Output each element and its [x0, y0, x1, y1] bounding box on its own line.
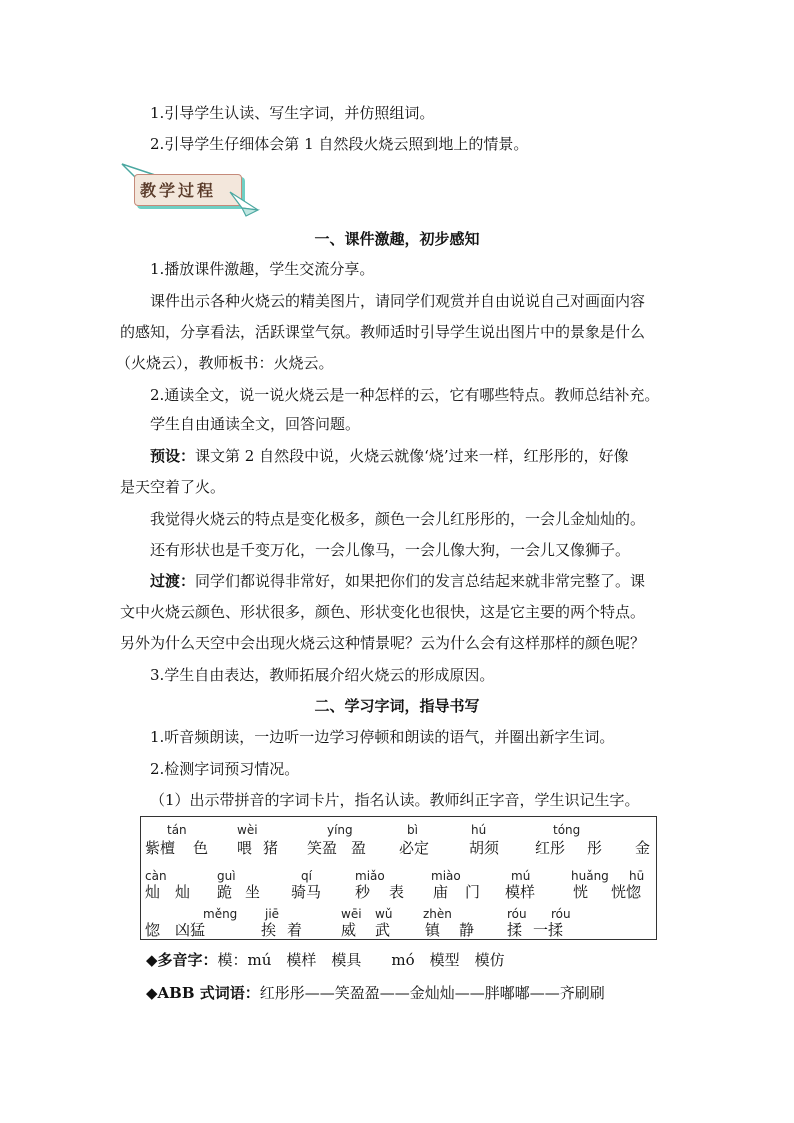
card-word: 表: [389, 883, 405, 901]
preset-label: 预设：: [150, 447, 196, 465]
pinyin: bì: [407, 823, 418, 837]
section1-p2b: 的感知，分享看法，活跃课堂气氛。教师适时引导学生说出图片中的景象是什么: [120, 323, 646, 341]
transition-line-c: 另外为什么天空中会出现火烧云这种情景呢？云为什么会有这样那样的颜色呢？: [120, 634, 646, 652]
card-word: 恍: [573, 883, 589, 901]
card-word: 胡须: [469, 839, 500, 857]
card-word: 挨: [261, 921, 277, 939]
card-word: 武: [375, 921, 391, 939]
card-word: 彤: [587, 839, 603, 857]
section1-p6: 还有形状也是千变万化，一会儿像马，一会儿像大狗，一会儿又像狮子。: [150, 541, 631, 559]
transition-line-a: [150, 571, 645, 591]
card-word: 灿: [145, 883, 161, 901]
section1-p4: 学生自由通读全文，回答问题。: [150, 415, 361, 433]
card-word: 色: [193, 839, 209, 857]
card-word: 门: [465, 883, 481, 901]
pinyin: róu: [507, 907, 527, 921]
objective-2: 2.引导学生仔细体会第 1 自然段火烧云照到地上的情景。: [150, 135, 529, 153]
card-word: 跪: [217, 883, 233, 901]
pinyin: jiē: [265, 907, 280, 921]
card-word: 坐: [245, 883, 261, 901]
preset-line-b: 是天空着了火。: [120, 478, 226, 496]
section1-p2a: 课件出示各种火烧云的精美图片，请同学们观赏并自由说说自己对画面内容: [150, 292, 646, 310]
pinyin: měng: [203, 907, 238, 921]
card-word: 喂: [237, 839, 253, 857]
pinyin: tán: [167, 823, 187, 837]
polyphone-label: ◆多音字：: [146, 951, 218, 969]
section1-p2c: （火烧云），教师板书：火烧云。: [116, 354, 334, 372]
card-word: 静: [459, 921, 475, 939]
pinyin: hú: [471, 823, 487, 837]
card-word: 揉: [507, 921, 523, 939]
pinyin: guì: [217, 869, 236, 883]
pinyin: mú: [511, 869, 531, 883]
transition-line-b: 文中火烧云颜色、形状很多，颜色、形状变化也很快，这是它主要的两个特点。: [120, 603, 646, 621]
card-word: 凶猛: [175, 921, 206, 939]
banner-title: 教学过程: [140, 181, 217, 200]
section2-p3: （1）出示带拼音的字词卡片，指名认读。教师纠正字音，学生识记生字。: [150, 791, 640, 809]
polyphone-text: 模：mú 模样 模具 mó 模型 模仿: [217, 951, 505, 969]
pinyin: hū: [629, 869, 645, 883]
objective-1: 1.引导学生认读、写生字词，并仿照组词。: [150, 104, 435, 122]
section1-p5: 我觉得火烧云的特点是变化极多，颜色一会儿红彤彤的，一会儿金灿灿的。: [150, 510, 646, 528]
abb-note: [146, 983, 605, 1003]
card-word: 盈: [351, 839, 367, 857]
polyphone-note: [146, 950, 505, 970]
card-word: 猪: [263, 839, 279, 857]
pinyin: huǎng: [571, 869, 609, 883]
card-row-2: [141, 861, 656, 909]
pinyin: wèi: [237, 823, 258, 837]
card-word: 红彤: [535, 839, 566, 857]
section1-heading: 一、课件激趣，初步感知: [314, 230, 480, 248]
pinyin: wǔ: [375, 907, 393, 921]
pinyin: zhèn: [423, 907, 452, 921]
card-row-3: [141, 903, 656, 951]
card-word: 庙: [433, 883, 449, 901]
teaching-process-banner: [120, 160, 260, 220]
card-word: 着: [287, 921, 303, 939]
pinyin: qí: [301, 869, 312, 883]
preset-line-a: [150, 446, 629, 466]
pinyin: róu: [551, 907, 571, 921]
section1-p1: 1.播放课件激趣，学生交流分享。: [150, 260, 375, 278]
card-word: 紫檀: [145, 839, 176, 857]
card-word: 骑马: [291, 883, 322, 901]
pinyin: miǎo: [355, 869, 385, 883]
section1-p3: 2.通读全文，说一说火烧云是一种怎样的云，它有哪些特点。教师总结补充。: [150, 386, 660, 404]
small-plane-icon: [228, 190, 260, 218]
section1-p7: 3.学生自由表达，教师拓展介绍火烧云的形成原因。: [150, 666, 495, 684]
pinyin: yíng: [327, 823, 353, 837]
transition-label: 过渡：: [150, 572, 196, 590]
card-word: 镇: [425, 921, 441, 939]
card-word: 笑盈: [307, 839, 338, 857]
card-word: 灿: [175, 883, 191, 901]
word-card: [140, 816, 657, 940]
pinyin: càn: [145, 869, 167, 883]
card-word: 模样: [505, 883, 536, 901]
section2-p2: 2.检测字词预习情况。: [150, 760, 300, 778]
card-word: 必定: [399, 839, 430, 857]
section2-heading: 二、学习字词，指导书写: [314, 697, 480, 715]
card-word: 一揉: [533, 921, 564, 939]
card-word: 惚: [145, 921, 161, 939]
card-word: 恍惚: [611, 883, 642, 901]
card-word: 威: [341, 921, 357, 939]
pinyin: miào: [431, 869, 461, 883]
pinyin: wēi: [341, 907, 362, 921]
section2-p1: 1.听音频朗读，一边听一边学习停顿和朗读的语气，并圈出新字生词。: [150, 728, 615, 746]
preset-text-a: 课文第 2 自然段中说，火烧云就像‘烧’过来一样，红彤彤的，好像: [195, 447, 629, 465]
abb-label: ◆ABB 式词语：: [146, 984, 260, 1002]
transition-text-a: 同学们都说得非常好，如果把你们的发言总结起来就非常完整了。课: [195, 572, 646, 590]
card-word: 秒: [355, 883, 371, 901]
pinyin: tóng: [553, 823, 581, 837]
card-word: 金: [635, 839, 651, 857]
abb-text: 红彤彤——笑盈盈——金灿灿——胖嘟嘟——齐刷刷: [259, 984, 605, 1002]
